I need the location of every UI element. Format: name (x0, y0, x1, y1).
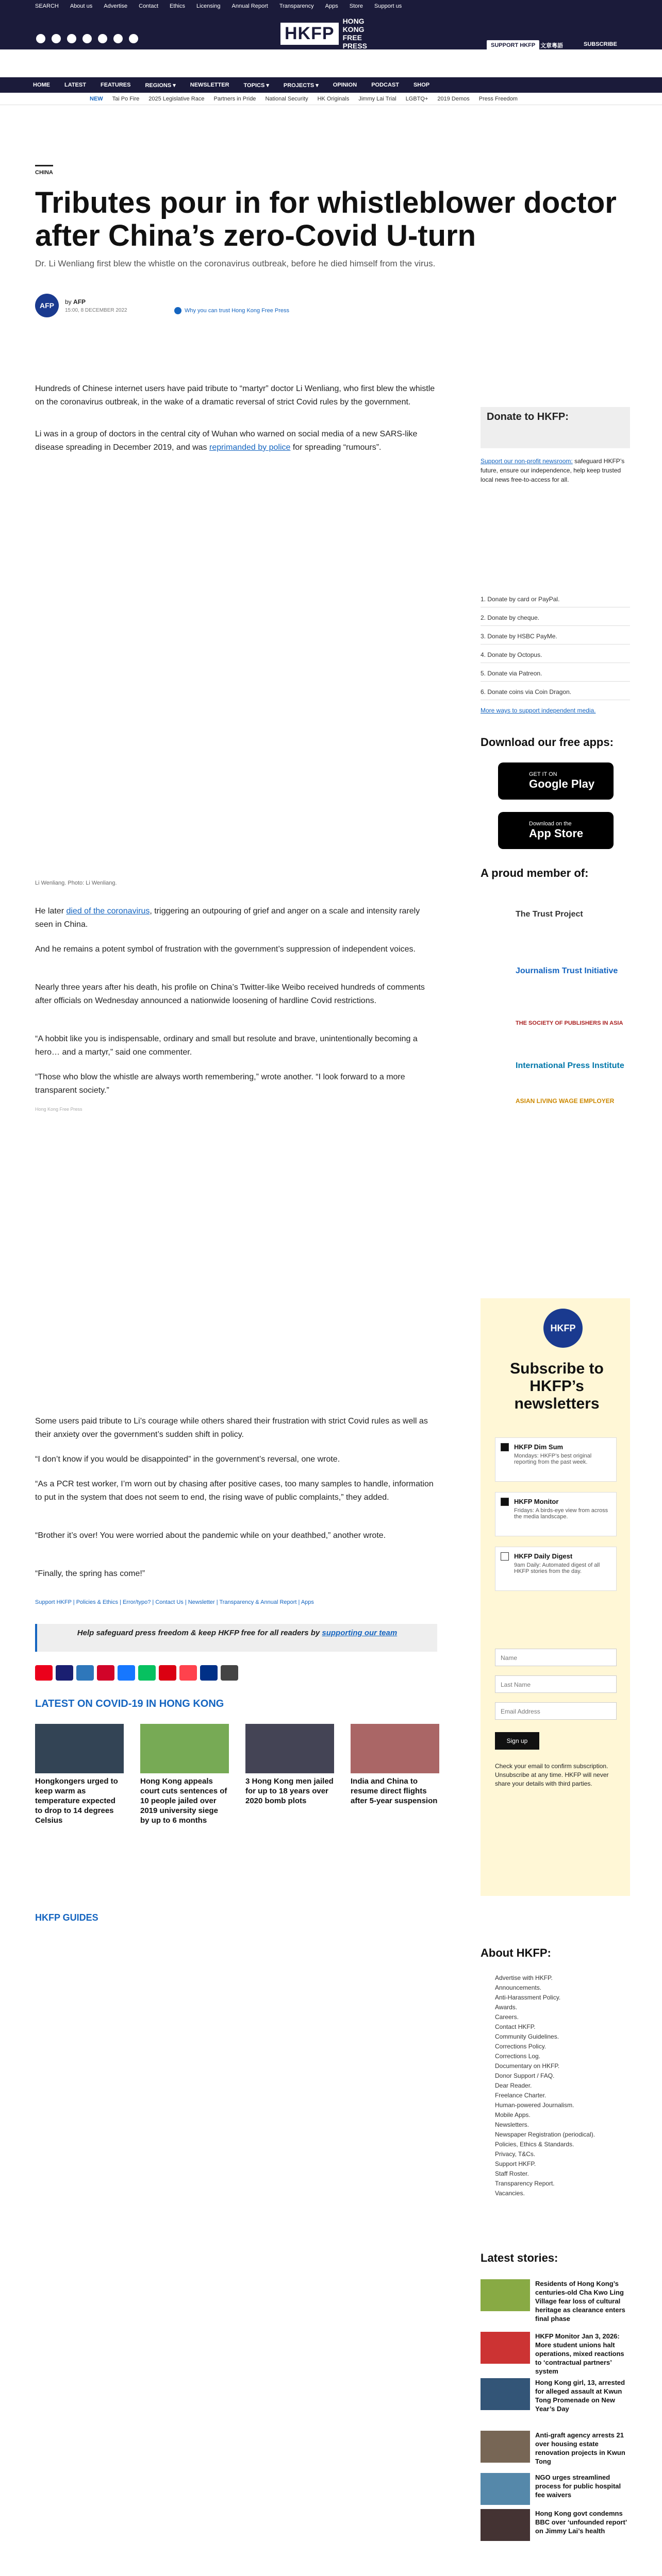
topbar-item[interactable]: Advertise (104, 3, 128, 9)
checkbox-checked[interactable] (501, 1443, 509, 1451)
about-link[interactable]: Freelance Charter. (495, 2092, 547, 2099)
latest-story[interactable]: Hong Kong govt condemns BBC over ‘unfounded report’ on Jimmy Lai’s health (481, 2509, 630, 2541)
article-paragraph: Hundreds of Chinese internet users have paid tribute to “martyr” doctor Li Wenliang, who first blew the whistle on the coronavirus outbreak, in the wake of a dramatic reversal of strict Covid rules by the government. (35, 384, 435, 406)
about-link[interactable]: Corrections Policy. (495, 2043, 547, 2050)
about-link[interactable]: Anti-Harassment Policy. (495, 1994, 561, 2001)
about-link[interactable]: Support HKFP. (495, 2160, 536, 2167)
support-cta: Help safeguard press freedom & keep HKFP free for all readers by supporting our team (35, 1624, 437, 1652)
nav-item[interactable]: OPINION (333, 82, 357, 88)
checkbox-checked[interactable] (501, 1498, 509, 1506)
support-link[interactable]: supporting our team (322, 1629, 398, 1637)
article-paragraph: “A hobbit like you is indispensable, ordinary and small but resolute and brave, unintentionally becoming a hero… and a martyr,” said one commenter. (35, 1035, 418, 1057)
author-name[interactable]: AFP (73, 298, 86, 306)
about-link[interactable]: Transparency Report. (495, 2180, 555, 2187)
checkbox[interactable] (501, 1552, 509, 1561)
youtube-icon[interactable] (82, 34, 92, 43)
donate-title: Donate to HKFP: (487, 411, 569, 422)
donate-option[interactable]: 6. Donate coins via Coin Dragon. (481, 684, 630, 700)
donate-option[interactable]: 4. Donate by Octopus. (481, 647, 630, 663)
latest-title: Latest stories: (481, 2251, 558, 2264)
logo-text: FREE PRESS (342, 33, 368, 50)
newsletter-note: Check your email to confirm subscription. Unsubscribe at any time. HKFP will never share your details with third parties. (495, 1762, 609, 1787)
ad-label: Hong Kong Free Press (35, 1107, 82, 1112)
story-thumbnail (481, 2473, 530, 2505)
donate-option[interactable]: 2. Donate by cheque. (481, 610, 630, 626)
topbar-item[interactable]: Annual Report (231, 3, 268, 9)
donate-option[interactable]: 3. Donate by HSBC PayMe. (481, 629, 630, 645)
related-story[interactable]: 3 Hong Kong men jailed for up to 18 years over 2020 bomb plots (245, 1724, 334, 1806)
about-link[interactable]: Policies, Ethics & Standards. (495, 2141, 574, 2148)
topbar-item[interactable]: Licensing (196, 3, 221, 9)
guides-section-title: HKFP GUIDES (35, 1912, 98, 1923)
article-paragraph: “As a PCR test worker, I’m worn out by chasing after positive cases, too many samples to handle, information to put in the system that does not seem to end, the rising wave of public complaints,” they added. (35, 1480, 434, 1502)
article-paragraph: “I don’t know if you would be disappointed” in the government’s reversal, one wrote. (35, 1455, 340, 1464)
nav-item[interactable]: PROJECTS ▾ (283, 82, 319, 89)
ticker-item[interactable]: LGBTQ+ (405, 95, 428, 102)
nav-item[interactable]: NEWSLETTER (190, 82, 229, 88)
nav-item[interactable]: HOME (33, 82, 50, 88)
article-footer-links[interactable]: Support HKFP | Policies & Ethics | Error/typo? | Contact Us | Newsletter | Transparency & Annual Report | Apps (35, 1599, 314, 1605)
latest-story[interactable]: NGO urges streamlined process for public hospital fee waivers (481, 2473, 630, 2505)
name-input[interactable]: Name (495, 1649, 617, 1666)
instagram-icon[interactable] (67, 34, 76, 43)
topic-ticker (0, 93, 662, 105)
about-link[interactable]: Awards. (495, 2004, 518, 2011)
author-avatar[interactable]: AFP (35, 294, 59, 317)
x-icon[interactable] (52, 34, 61, 43)
about-link[interactable]: Vacancies. (495, 2190, 525, 2197)
hkfp-logo: HKFP (543, 1309, 583, 1348)
about-title: About HKFP: (481, 1946, 551, 1959)
story-thumbnail (351, 1724, 439, 1773)
article-paragraph: Li was in a group of doctors in the central city of Wuhan who warned on social media of a new SARS-like disease spreading in December 2019, and was reprimanded by police for spreading “rumours”. (35, 430, 418, 452)
about-link[interactable]: Mobile Apps. (495, 2111, 531, 2119)
image-caption: Li Wenliang. Photo: Li Wenliang. (35, 880, 117, 886)
about-link[interactable]: Newsletters. (495, 2121, 529, 2128)
article-paragraph: And he remains a potent symbol of frustration with the government’s suppression of independent voices. (35, 945, 416, 954)
inline-link[interactable]: died of the coronavirus (66, 907, 150, 916)
related-story[interactable]: Hongkongers urged to keep warm as temperature expected to drop to 14 degrees Celsius (35, 1724, 124, 1825)
latest-story[interactable]: Anti-graft agency arrests 21 over housing estate renovation projects in Kwun Tong (481, 2431, 630, 2466)
ticker-item[interactable]: Partners in Pride (213, 95, 256, 102)
topbar-item[interactable]: Apps (325, 3, 338, 9)
new-badge: NEW (90, 95, 103, 102)
member-logo[interactable]: The Trust Project (516, 910, 583, 919)
member-logo[interactable]: THE SOCIETY OF PUBLISHERS IN ASIA (516, 1020, 623, 1026)
logo-text: HONG KONG (342, 17, 365, 33)
apps-title: Download our free apps: (481, 736, 614, 749)
about-link[interactable]: Documentary on HKFP. (495, 2062, 560, 2070)
latest-story[interactable]: HKFP Monitor Jan 3, 2026: More student unions halt operations, mixed reactions to ‘contractual partners’ system (481, 2332, 630, 2376)
app-store-button[interactable]: Download on the App Store (498, 812, 614, 849)
ticker-item[interactable]: Jimmy Lai Trial (358, 95, 396, 102)
google-play-button[interactable]: GET IT ON Google Play (498, 762, 614, 800)
about-link[interactable]: Community Guidelines. (495, 2033, 559, 2040)
inline-link[interactable]: reprimanded by police (209, 443, 291, 452)
trust-link[interactable] (174, 307, 289, 314)
donate-link[interactable]: Support our non-profit newsroom: (481, 457, 573, 465)
story-thumbnail (245, 1724, 334, 1773)
email-input[interactable]: Email Address (495, 1702, 617, 1720)
site-logo[interactable] (280, 18, 382, 49)
story-thumbnail (481, 2279, 530, 2311)
main-nav (0, 77, 662, 93)
more-ways-link[interactable]: More ways to support independent media. (481, 707, 596, 714)
latest-story[interactable]: Hong Kong girl, 13, arrested for alleged assault at Kwun Tong Promenade on New Year’s Day (481, 2378, 630, 2413)
member-logo[interactable]: ASIAN LIVING WAGE EMPLOYER (516, 1097, 615, 1105)
about-link[interactable]: Donor Support / FAQ. (495, 2072, 555, 2079)
story-thumbnail (140, 1724, 229, 1773)
ticker-item[interactable]: Press Freedom (478, 95, 518, 102)
ticker-item[interactable]: Tai Po Fire (112, 95, 140, 102)
story-thumbnail (481, 2332, 530, 2364)
facebook-icon[interactable] (36, 34, 45, 43)
nav-item[interactable]: REGIONS ▾ (145, 82, 176, 89)
byline (35, 294, 127, 317)
topbar-item[interactable]: Support us (374, 3, 402, 9)
about-link[interactable]: Dear Reader. (495, 2082, 532, 2089)
topbar-item[interactable]: About us (70, 3, 93, 9)
author-prefix: by (65, 298, 72, 306)
ticker-item[interactable]: 2019 Demos (437, 95, 470, 102)
last-name-input[interactable]: Last Name (495, 1675, 617, 1693)
signup-button[interactable]: Sign up (495, 1732, 539, 1750)
rss-icon[interactable] (129, 34, 138, 43)
story-thumbnail (481, 2378, 530, 2410)
member-logo[interactable]: International Press Institute (516, 1061, 624, 1070)
about-link[interactable]: Advertise with HKFP. (495, 1974, 553, 1981)
nav-item[interactable]: SHOP (413, 82, 430, 88)
article-paragraph: Some users paid tribute to Li’s courage while others shared their frustration with strict Covid rules as well as their anxiety over the government’s sudden shift in policy. (35, 1417, 428, 1439)
topbar-item[interactable]: SEARCH (35, 3, 59, 9)
donate-option[interactable]: 1. Donate by card or PayPal. (481, 591, 630, 607)
social-icons (36, 34, 138, 43)
ticker-item[interactable]: HK Originals (317, 95, 350, 102)
about-link[interactable]: Announcements. (495, 1984, 542, 1991)
linkedin-icon[interactable] (98, 34, 107, 43)
article-title: Tributes pour in for whistleblower doctor after China’s zero-Covid U-turn (35, 186, 617, 252)
support-hkfp-button[interactable]: SUPPORT HKFP (487, 40, 539, 50)
top-utility-bar (0, 0, 662, 12)
story-thumbnail (481, 2509, 530, 2541)
ticker-item[interactable]: National Security (265, 95, 308, 102)
donate-text: Support our non-profit newsroom: safeguard HKFP’s future, ensure our independence, help keep trusted local news free-to-access for all. (481, 457, 625, 483)
related-story[interactable]: Hong Kong appeals court cuts sentences of 10 people jailed over 2019 university siege by up to 6 months (140, 1724, 229, 1825)
payment-logos-strip (35, 1665, 238, 1681)
article-dek: Dr. Li Wenliang first blew the whistle on the coronavirus outbreak, before he died himself from the virus. (35, 259, 436, 268)
article-paragraph: Nearly three years after his death, his profile on China’s Twitter-like Weibo received hundreds of comments after officials on Wednesday announced a nationwide loosening of hardline Covid restrictions. (35, 983, 425, 1005)
about-link[interactable]: Privacy, T&Cs. (495, 2150, 536, 2158)
story-thumbnail (35, 1724, 124, 1773)
about-link[interactable]: Careers. (495, 2013, 519, 2021)
about-link[interactable]: Newspaper Registration (periodical). (495, 2131, 595, 2138)
nav-item[interactable]: FEATURES (100, 82, 131, 88)
nav-item[interactable]: LATEST (64, 82, 86, 88)
article-paragraph: He later died of the coronavirus, triggering an outpouring of grief and anger on a scale and intensity rarely seen in China. (35, 907, 420, 929)
publish-date: 15:00, 8 DECEMBER 2022 (65, 307, 127, 313)
article-paragraph: “Finally, the spring has come!” (35, 1569, 145, 1578)
topbar-item[interactable]: Ethics (170, 3, 186, 9)
telegram-icon[interactable] (113, 34, 123, 43)
about-links (495, 1973, 629, 2198)
member-logo[interactable]: Journalism Trust Initiative (516, 967, 618, 975)
article-paragraph: “Brother it’s over! You were worried about the pandemic while on your deathbed,” another wrote. (35, 1531, 386, 1540)
trust-icon (174, 307, 181, 314)
topbar-item[interactable]: Contact (139, 3, 159, 9)
logo-mark: HKFP (280, 23, 339, 45)
related-story[interactable]: India and China to resume direct flights after 5-year suspension (351, 1724, 439, 1806)
nav-item[interactable]: PODCAST (371, 82, 399, 88)
about-link[interactable]: Contact HKFP. (495, 2023, 536, 2030)
story-thumbnail (481, 2431, 530, 2463)
topbar-item[interactable]: Transparency (279, 3, 314, 9)
chinese-link[interactable]: 文章粵語 (540, 43, 563, 49)
ticker-item[interactable]: 2025 Legislative Race (148, 95, 205, 102)
donate-option[interactable]: 5. Donate via Patreon. (481, 666, 630, 682)
donate-header-box (481, 407, 630, 448)
member-title: A proud member of: (481, 867, 589, 879)
related-section-title: LATEST ON COVID-19 IN HONG KONG (35, 1698, 224, 1709)
newsletter-option[interactable]: HKFP Daily Digest 9am Daily: Automated digest of all HKFP stories from the day. (495, 1547, 617, 1591)
newsletter-title: Subscribe to HKFP’s newsletters (510, 1360, 604, 1412)
about-link[interactable]: Staff Roster. (495, 2170, 529, 2177)
article-category[interactable]: CHINA (35, 165, 53, 176)
newsletter-option[interactable]: HKFP Monitor Fridays: A birds-eye view from across the media landscape. (495, 1492, 617, 1536)
topbar-item[interactable]: Store (349, 3, 363, 9)
subscribe-link[interactable]: SUBSCRIBE (584, 41, 617, 47)
newsletter-option[interactable]: HKFP Dim Sum Mondays: HKFP’s best original reporting from the past week. (495, 1437, 617, 1482)
trust-label: Why you can trust Hong Kong Free Press (185, 308, 289, 314)
about-link[interactable]: Human-powered Journalism. (495, 2102, 574, 2109)
article-paragraph: “Those who blow the whistle are always worth remembering,” wrote another. “I look forward to a more transparent society.” (35, 1073, 405, 1095)
about-link[interactable]: Corrections Log. (495, 2053, 541, 2060)
latest-story[interactable]: Residents of Hong Kong’s centuries-old Cha Kwo Ling Village fear loss of cultural heritage as clearance enters final phase (481, 2279, 630, 2323)
nav-item[interactable]: TOPICS ▾ (243, 82, 269, 89)
